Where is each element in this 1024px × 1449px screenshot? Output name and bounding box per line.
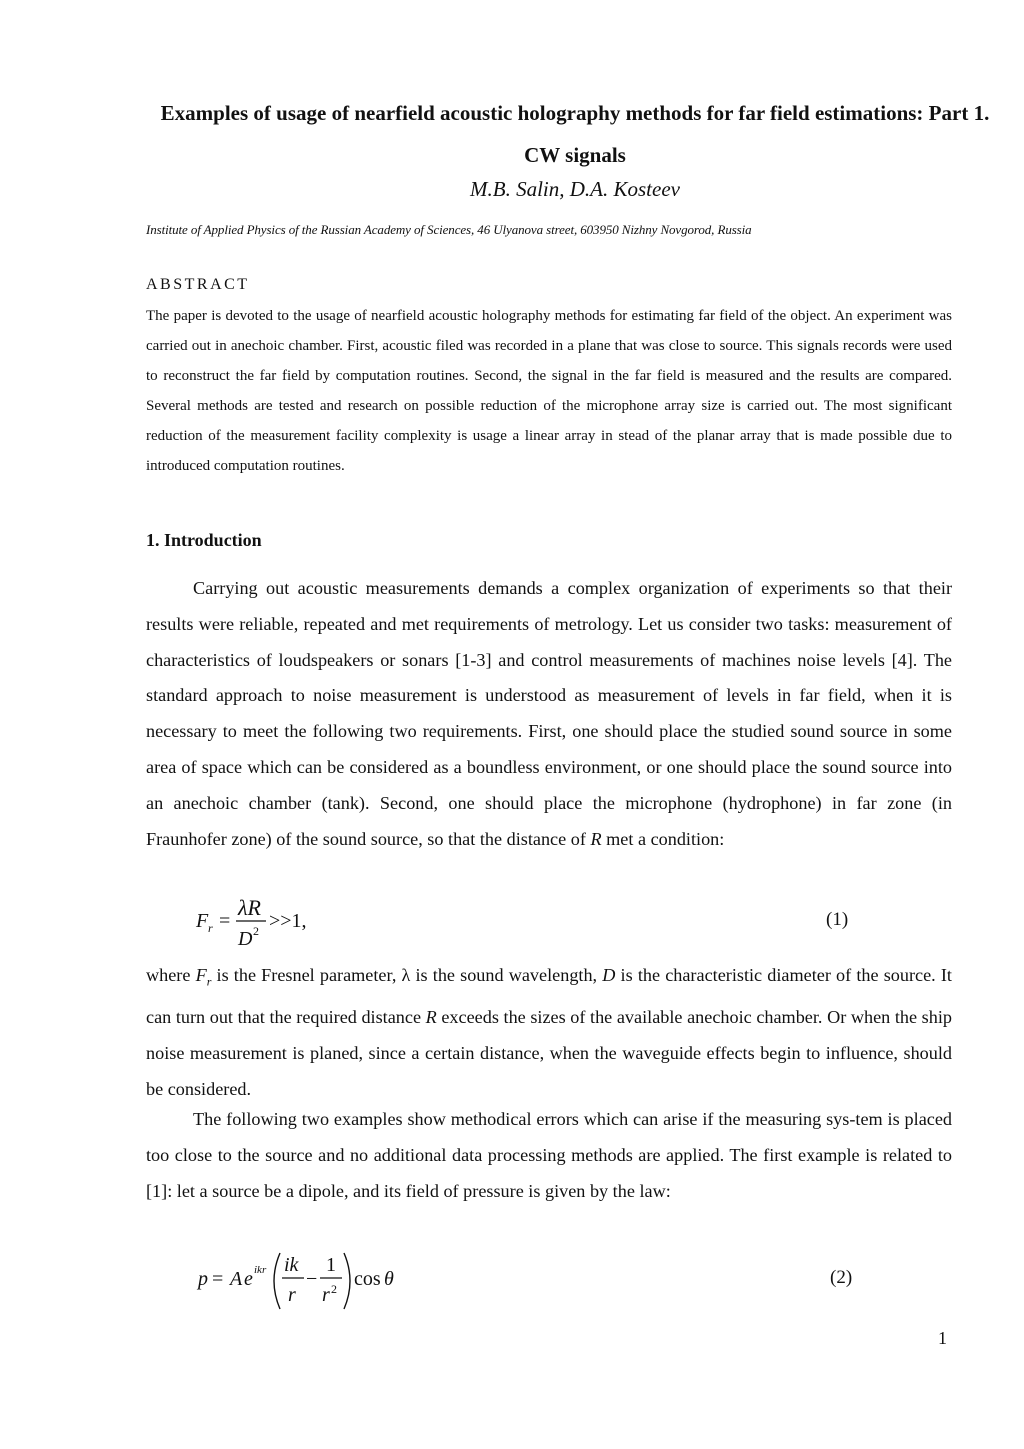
eq2-minus: − bbox=[306, 1268, 318, 1290]
eq2-left-paren bbox=[274, 1253, 280, 1309]
affiliation: Institute of Applied Physics of the Russian Academy of Sciences, 46 Ulyanova street, 603950 Nizhny Novgorod, Russia bbox=[146, 222, 752, 237]
equation-1 bbox=[0, 895, 1024, 955]
equation-1-number: (1) bbox=[826, 909, 849, 930]
equation-2-number: (2) bbox=[830, 1267, 853, 1288]
eq2-frac2-den: r bbox=[322, 1284, 330, 1306]
eq2-cos: cos bbox=[354, 1268, 381, 1290]
author-list: M.B. Salin, D.A. Kosteev bbox=[470, 177, 680, 201]
eq1-denominator-exp: 2 bbox=[253, 924, 259, 938]
eq1-rhs: >>1, bbox=[269, 910, 307, 932]
eq2-frac2-den-exp: 2 bbox=[331, 1282, 337, 1296]
intro-paragraph-1 bbox=[146, 571, 952, 857]
para2-t3: is the characteristic diameter of the source. It can turn out that the required distance bbox=[146, 965, 952, 1028]
eq2-theta: θ bbox=[384, 1268, 394, 1290]
para1-text: Carrying out acoustic measurements demands a complex organization of experiments so that their results were reliable, repeated and met requirements of metrology. Let us consider two tasks: measurement of characteristics of loudspeakers or sonars [1-3] and control measurements of machines noise levels [4]. The standard approach to noise measurement is understood as measurement of levels in far field, when it is necessary to meet the following two requirements. First, one should place the studied sound source in some area of space which can be considered as a boundless environment, or one should place the sound source into an anechoic chamber (tank). Second, one should place the microphone (hydrophone) in far zone (in Fraunhofer zone) of the sound source, so that the distance of bbox=[146, 578, 952, 849]
eq2-right-paren bbox=[344, 1253, 350, 1309]
para2-t2: is the Fresnel parameter, λ is the sound wavelength, bbox=[211, 965, 603, 985]
equation-1-svg bbox=[0, 895, 1024, 955]
eq2-frac1-den: r bbox=[288, 1284, 296, 1306]
eq2-e: e bbox=[244, 1268, 253, 1290]
eq1-F: F bbox=[196, 910, 209, 932]
eq2-exp: ikr bbox=[254, 1264, 267, 1276]
var-R: R bbox=[590, 828, 602, 849]
intro-paragraph-3 bbox=[146, 1102, 952, 1209]
var-D: D bbox=[602, 965, 616, 985]
section-heading-introduction: 1. Introduction bbox=[146, 530, 262, 550]
var-R-2: R bbox=[425, 1007, 437, 1028]
eq2-frac1-num: ik bbox=[284, 1254, 299, 1276]
var-F: F bbox=[195, 965, 207, 985]
page-number: 1 bbox=[938, 1328, 947, 1348]
eq2-frac2-num: 1 bbox=[326, 1254, 336, 1276]
eq2-equals: = bbox=[212, 1268, 224, 1290]
para1-tail: met a condition: bbox=[601, 828, 725, 849]
para2-t1: where bbox=[146, 965, 196, 985]
intro-paragraph-2 bbox=[146, 958, 952, 1108]
abstract-text: The paper is devoted to the usage of nearfield acoustic holography methods for estimating far field of the object. An experiment was carried out in anechoic chamber. First, acoustic filed was recorded in a plane that was close to source. This signals records were used to reconstruct the far field by computation routines. Second, the signal in the far field is measured and the results are compared. Several methods are tested and research on possible reduction of the microphone array size is carried out. The most significant reduction of the measurement facility complexity is usage a linear array in stead of the planar array that is made possible due to introduced computation routines. bbox=[146, 308, 952, 474]
eq2-A: A bbox=[230, 1268, 243, 1290]
eq1-sub-r: r bbox=[208, 921, 213, 935]
eq1-equals: = bbox=[219, 910, 231, 932]
equation-2-svg bbox=[0, 1245, 1024, 1315]
para3-text: The following two examples show methodical errors which can arise if the measuring sys-tem is placed too close to the source and no additional data processing methods are applied. The first example is related to [1]: let a source be a dipole, and its field of pressure is given by the law: bbox=[146, 1109, 952, 1201]
para2-t4: exceeds the sizes of the available anechoic chamber. Or when the ship noise measurement is planed, since a certain distance, when the waveguide effects begin to influence, should be considered. bbox=[146, 1007, 952, 1100]
abstract-heading: ABSTRACT bbox=[146, 276, 250, 293]
eq1-denominator: D bbox=[238, 928, 253, 950]
equation-2 bbox=[0, 1245, 1024, 1315]
paper-title: Examples of usage of nearfield acoustic holography methods for far field estimations: Part 1. CW signals bbox=[160, 101, 990, 167]
var-F-sub: r bbox=[206, 974, 212, 989]
eq2-p: p bbox=[198, 1268, 208, 1290]
eq1-numerator: λR bbox=[238, 895, 261, 920]
